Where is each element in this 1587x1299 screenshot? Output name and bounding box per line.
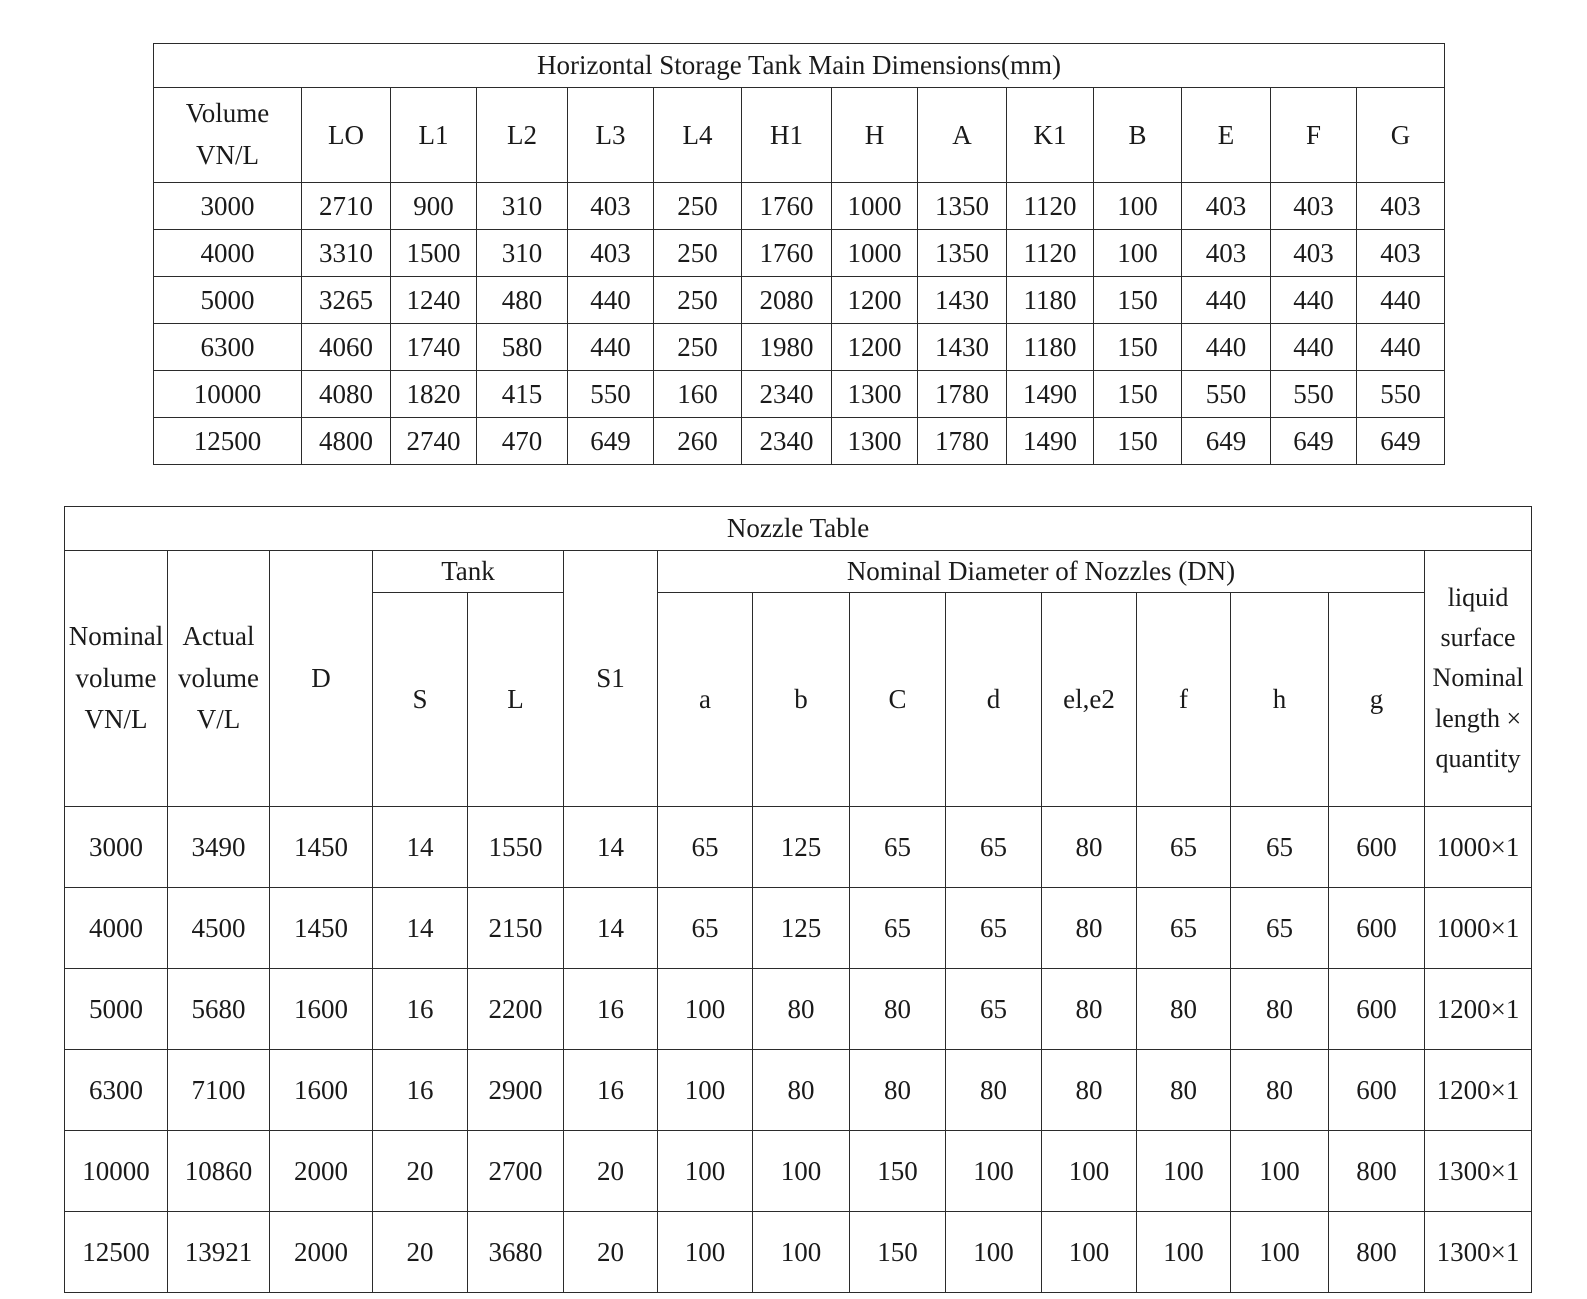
table-cell: 100	[1231, 1131, 1329, 1212]
table-cell: 65	[1231, 888, 1329, 969]
table-cell: 125	[753, 807, 850, 888]
table-cell: 1450	[270, 807, 373, 888]
table-row	[154, 277, 1445, 324]
table-cell: 1600	[270, 969, 373, 1050]
table-cell: 310	[477, 230, 568, 277]
main-table-title: Horizontal Storage Tank Main Dimensions(mm)	[154, 44, 1445, 88]
table-cell: 1740	[391, 324, 477, 371]
table-cell: 2150	[468, 888, 564, 969]
table-cell: 65	[1231, 807, 1329, 888]
header-a: A	[918, 88, 1007, 183]
table-cell: 440	[1182, 277, 1271, 324]
table-row	[65, 969, 1532, 1050]
table-cell: 1000	[832, 230, 918, 277]
header-volume: Volume VN/L	[154, 88, 302, 183]
table-cell: 80	[1231, 969, 1329, 1050]
header-l3: L3	[568, 88, 654, 183]
table-cell: 403	[1357, 230, 1445, 277]
table-cell: 65	[946, 969, 1042, 1050]
table-cell: 1430	[918, 277, 1007, 324]
table-cell: 3000	[154, 183, 302, 230]
table-cell: 80	[946, 1050, 1042, 1131]
table-row	[65, 1212, 1532, 1293]
table-cell: 150	[1094, 324, 1182, 371]
header-tank-s: S	[373, 593, 468, 807]
table-cell: 260	[654, 418, 742, 465]
header-s1: S1	[564, 551, 658, 807]
table-row	[154, 371, 1445, 418]
table-cell: 16	[564, 1050, 658, 1131]
table-cell: 403	[1182, 230, 1271, 277]
table-cell: 440	[1182, 324, 1271, 371]
table-cell: 80	[1137, 1050, 1231, 1131]
main-dimensions-table	[153, 43, 1445, 465]
table-cell: 13921	[168, 1212, 270, 1293]
table-cell: 1180	[1007, 324, 1094, 371]
table-cell: 1780	[918, 418, 1007, 465]
header-l2: L2	[477, 88, 568, 183]
table-cell: 16	[564, 969, 658, 1050]
table-cell: 2900	[468, 1050, 564, 1131]
table-cell: 80	[1042, 1050, 1137, 1131]
table-cell: 440	[1357, 324, 1445, 371]
table-cell: 1450	[270, 888, 373, 969]
table-cell: 440	[568, 324, 654, 371]
table-row	[154, 418, 1445, 465]
table-cell: 550	[1357, 371, 1445, 418]
table-cell: 65	[1137, 888, 1231, 969]
table-cell: 5000	[65, 969, 168, 1050]
table-cell: 20	[373, 1131, 468, 1212]
table-cell: 100	[1094, 230, 1182, 277]
header-liquid-surface: liquid surface Nominal length × quantity	[1425, 551, 1532, 807]
table-row	[65, 1050, 1532, 1131]
table-cell: 1780	[918, 371, 1007, 418]
table-cell: 150	[1094, 418, 1182, 465]
table-cell: 1300×1	[1425, 1212, 1532, 1293]
table-cell: 4000	[154, 230, 302, 277]
table-cell: 160	[654, 371, 742, 418]
table-cell: 600	[1329, 1050, 1425, 1131]
table-cell: 150	[850, 1131, 946, 1212]
table-cell: 3680	[468, 1212, 564, 1293]
table-cell: 1240	[391, 277, 477, 324]
table-cell: 250	[654, 183, 742, 230]
table-cell: 100	[1094, 183, 1182, 230]
table-cell: 403	[1182, 183, 1271, 230]
table-cell: 16	[373, 1050, 468, 1131]
table-cell: 100	[946, 1131, 1042, 1212]
table-cell: 1550	[468, 807, 564, 888]
header-nozzle-f: f	[1137, 593, 1231, 807]
table-cell: 1980	[742, 324, 832, 371]
table-row	[65, 807, 1532, 888]
table-cell: 80	[850, 1050, 946, 1131]
table-cell: 14	[564, 888, 658, 969]
table-cell: 1200×1	[1425, 1050, 1532, 1131]
table-cell: 12500	[65, 1212, 168, 1293]
table-cell: 2200	[468, 969, 564, 1050]
header-e: E	[1182, 88, 1271, 183]
header-nozzle-c: C	[850, 593, 946, 807]
table-cell: 1490	[1007, 418, 1094, 465]
table-cell: 10000	[154, 371, 302, 418]
table-cell: 550	[1182, 371, 1271, 418]
table-cell: 480	[477, 277, 568, 324]
table-cell: 403	[568, 230, 654, 277]
header-l1: L1	[391, 88, 477, 183]
header-h: H	[832, 88, 918, 183]
table-cell: 100	[946, 1212, 1042, 1293]
header-nozzle-b: b	[753, 593, 850, 807]
table-cell: 1350	[918, 230, 1007, 277]
table-cell: 3000	[65, 807, 168, 888]
header-f: F	[1271, 88, 1357, 183]
table-cell: 550	[1271, 371, 1357, 418]
table-cell: 1180	[1007, 277, 1094, 324]
table-cell: 2000	[270, 1131, 373, 1212]
nozzle-table-title: Nozzle Table	[65, 507, 1532, 551]
table-cell: 580	[477, 324, 568, 371]
table-cell: 7100	[168, 1050, 270, 1131]
table-cell: 4800	[302, 418, 391, 465]
table-cell: 14	[373, 807, 468, 888]
header-nominal-volume: Nominal volume VN/L	[65, 551, 168, 807]
table-cell: 5680	[168, 969, 270, 1050]
table-cell: 250	[654, 324, 742, 371]
table-cell: 800	[1329, 1212, 1425, 1293]
table-cell: 2710	[302, 183, 391, 230]
table-row	[154, 324, 1445, 371]
table-cell: 2080	[742, 277, 832, 324]
table-cell: 12500	[154, 418, 302, 465]
table-cell: 2700	[468, 1131, 564, 1212]
table-cell: 1120	[1007, 183, 1094, 230]
table-cell: 1760	[742, 183, 832, 230]
header-lo: LO	[302, 88, 391, 183]
table-cell: 10860	[168, 1131, 270, 1212]
header-nozzle-h: h	[1231, 593, 1329, 807]
table-cell: 3265	[302, 277, 391, 324]
table-cell: 1000×1	[1425, 888, 1532, 969]
table-cell: 4000	[65, 888, 168, 969]
table-cell: 550	[568, 371, 654, 418]
table-cell: 6300	[154, 324, 302, 371]
header-h1: H1	[742, 88, 832, 183]
table-cell: 4060	[302, 324, 391, 371]
table-cell: 100	[658, 1050, 753, 1131]
table-cell: 80	[1042, 807, 1137, 888]
table-cell: 80	[1042, 969, 1137, 1050]
table-cell: 440	[568, 277, 654, 324]
table-cell: 440	[1271, 277, 1357, 324]
table-cell: 1000	[832, 183, 918, 230]
table-cell: 20	[564, 1212, 658, 1293]
table-row	[65, 888, 1532, 969]
table-cell: 649	[1271, 418, 1357, 465]
table-cell: 100	[1042, 1212, 1137, 1293]
table-cell: 403	[1357, 183, 1445, 230]
table-cell: 65	[658, 807, 753, 888]
table-cell: 415	[477, 371, 568, 418]
table-cell: 1350	[918, 183, 1007, 230]
table-cell: 4080	[302, 371, 391, 418]
header-nozzle-e1e2: el,e2	[1042, 593, 1137, 807]
table-cell: 250	[654, 230, 742, 277]
table-cell: 100	[753, 1212, 850, 1293]
table-cell: 3490	[168, 807, 270, 888]
table-cell: 310	[477, 183, 568, 230]
table-cell: 100	[1042, 1131, 1137, 1212]
table-cell: 1200	[832, 324, 918, 371]
table-cell: 403	[568, 183, 654, 230]
table-cell: 649	[1182, 418, 1271, 465]
table-cell: 1430	[918, 324, 1007, 371]
table-cell: 1820	[391, 371, 477, 418]
table-cell: 600	[1329, 888, 1425, 969]
table-cell: 100	[658, 1131, 753, 1212]
table-cell: 5000	[154, 277, 302, 324]
table-cell: 150	[850, 1212, 946, 1293]
table-cell: 65	[946, 807, 1042, 888]
table-cell: 600	[1329, 807, 1425, 888]
table-cell: 65	[946, 888, 1042, 969]
table-cell: 100	[1137, 1212, 1231, 1293]
table-cell: 900	[391, 183, 477, 230]
header-nozzle-g: g	[1329, 593, 1425, 807]
table-cell: 1500	[391, 230, 477, 277]
header-actual-volume: Actual volume V/L	[168, 551, 270, 807]
table-cell: 16	[373, 969, 468, 1050]
table-row	[65, 1131, 1532, 1212]
table-cell: 649	[1357, 418, 1445, 465]
header-nozzle-a: a	[658, 593, 753, 807]
table-cell: 80	[1042, 888, 1137, 969]
header-g: G	[1357, 88, 1445, 183]
table-cell: 250	[654, 277, 742, 324]
nozzle-table-body	[65, 807, 1532, 1293]
table-cell: 1120	[1007, 230, 1094, 277]
table-cell: 1200×1	[1425, 969, 1532, 1050]
table-cell: 100	[658, 969, 753, 1050]
header-tank-l: L	[468, 593, 564, 807]
header-nozzles-group: Nominal Diameter of Nozzles (DN)	[658, 551, 1425, 593]
header-k1: K1	[1007, 88, 1094, 183]
table-row	[154, 230, 1445, 277]
header-nozzle-d: d	[946, 593, 1042, 807]
table-cell: 1760	[742, 230, 832, 277]
table-cell: 2340	[742, 418, 832, 465]
table-cell: 80	[850, 969, 946, 1050]
table-cell: 600	[1329, 969, 1425, 1050]
table-cell: 1490	[1007, 371, 1094, 418]
table-cell: 4500	[168, 888, 270, 969]
table-cell: 3310	[302, 230, 391, 277]
table-cell: 403	[1271, 230, 1357, 277]
table-cell: 100	[1137, 1131, 1231, 1212]
table-cell: 65	[1137, 807, 1231, 888]
table-cell: 440	[1271, 324, 1357, 371]
table-cell: 100	[1231, 1212, 1329, 1293]
header-tank: Tank	[373, 551, 564, 593]
table-cell: 1300	[832, 371, 918, 418]
nozzle-table	[64, 506, 1532, 1293]
table-cell: 80	[1137, 969, 1231, 1050]
header-d: D	[270, 551, 373, 807]
table-cell: 20	[373, 1212, 468, 1293]
table-cell: 403	[1271, 183, 1357, 230]
table-cell: 649	[568, 418, 654, 465]
table-cell: 470	[477, 418, 568, 465]
table-row	[154, 183, 1445, 230]
table-cell: 20	[564, 1131, 658, 1212]
table-cell: 100	[753, 1131, 850, 1212]
table-cell: 6300	[65, 1050, 168, 1131]
table-cell: 125	[753, 888, 850, 969]
table-cell: 10000	[65, 1131, 168, 1212]
table-cell: 80	[753, 969, 850, 1050]
table-cell: 80	[1231, 1050, 1329, 1131]
table-cell: 14	[373, 888, 468, 969]
table-cell: 2740	[391, 418, 477, 465]
table-cell: 440	[1357, 277, 1445, 324]
main-table-body	[154, 183, 1445, 465]
table-cell: 100	[658, 1212, 753, 1293]
header-l4: L4	[654, 88, 742, 183]
table-cell: 2000	[270, 1212, 373, 1293]
table-cell: 65	[850, 807, 946, 888]
table-cell: 80	[753, 1050, 850, 1131]
table-cell: 800	[1329, 1131, 1425, 1212]
table-cell: 150	[1094, 277, 1182, 324]
table-cell: 65	[658, 888, 753, 969]
table-cell: 1000×1	[1425, 807, 1532, 888]
table-cell: 1300×1	[1425, 1131, 1532, 1212]
table-cell: 1300	[832, 418, 918, 465]
header-b: B	[1094, 88, 1182, 183]
table-cell: 1200	[832, 277, 918, 324]
table-cell: 65	[850, 888, 946, 969]
table-cell: 2340	[742, 371, 832, 418]
table-cell: 1600	[270, 1050, 373, 1131]
table-cell: 14	[564, 807, 658, 888]
table-cell: 150	[1094, 371, 1182, 418]
